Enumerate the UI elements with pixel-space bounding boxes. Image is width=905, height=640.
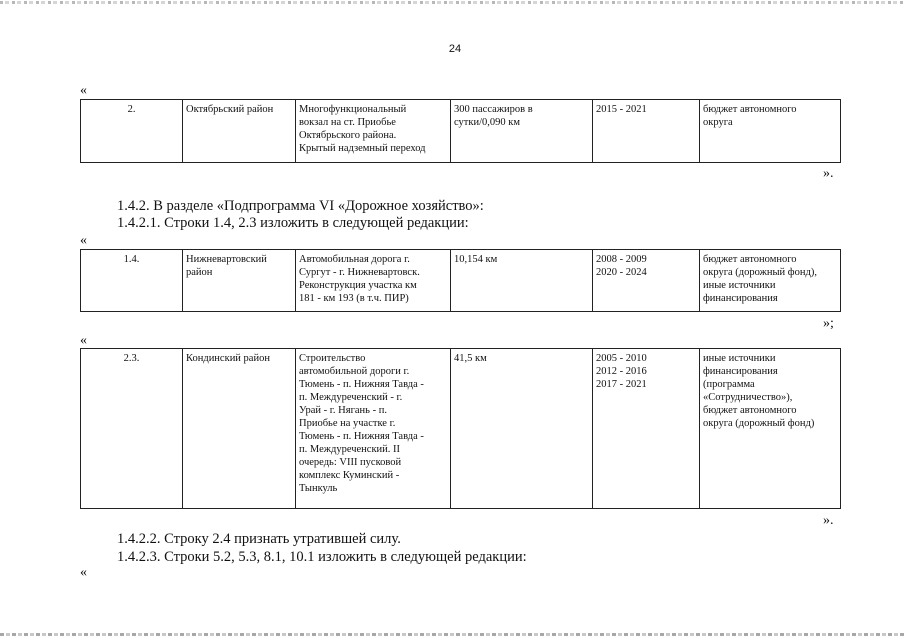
table-1 <box>80 99 841 163</box>
table-3 <box>80 348 841 509</box>
cell-capacity: 41,5 км <box>451 349 593 509</box>
quote-close: ». <box>823 513 834 528</box>
quote-open: « <box>80 83 87 98</box>
cell-funding-source: бюджет автономного округа <box>700 100 841 163</box>
paragraph-1-4-2-2: 1.4.2.2. Строку 2.4 признать утратившей силу. <box>117 531 401 547</box>
quote-close: ». <box>823 166 834 181</box>
table-row <box>81 349 841 509</box>
page-number: 24 <box>448 43 462 55</box>
table-2 <box>80 249 841 312</box>
paragraph-1-4-2-1: 1.4.2.1. Строки 1.4, 2.3 изложить в следующей редакции: <box>117 215 469 231</box>
cell-years: 2008 - 2009 2020 - 2024 <box>593 250 700 312</box>
paragraph-1-4-2: 1.4.2. В разделе «Подпрограмма VI «Дорожное хозяйство»: <box>117 198 484 214</box>
quote-open: « <box>80 233 87 248</box>
cell-number: 2.3. <box>81 349 183 509</box>
paragraph-1-4-2-3: 1.4.2.3. Строки 5.2, 5.3, 8.1, 10.1 изложить в следующей редакции: <box>117 549 527 565</box>
table-row <box>81 250 841 312</box>
quote-close: »; <box>823 316 834 331</box>
cell-years: 2005 - 2010 2012 - 2016 2017 - 2021 <box>593 349 700 509</box>
cell-object: Автомобильная дорога г. Сургут - г. Нижневартовск. Реконструкция участка км 181 - км 193 (в т.ч. ПИР) <box>296 250 451 312</box>
cell-object: Многофункциональный вокзал на ст. Приобье Октябрьского района. Крытый надземный переход <box>296 100 451 163</box>
cell-district: Нижневартовский район <box>183 250 296 312</box>
cell-district: Кондинский район <box>183 349 296 509</box>
cell-number: 1.4. <box>81 250 183 312</box>
cell-capacity: 10,154 км <box>451 250 593 312</box>
cell-district: Октябрьский район <box>183 100 296 163</box>
cell-object: Строительство автомобильной дороги г. Тюмень - п. Нижняя Тавда - п. Междуреченский - г. Урай - г. Нягань - п. Приобье на участке г. Тюмень - п. Нижняя Тавда - п. Междуреченский. II очередь: VIII пусковой комплекс Куминский - Тынкуль <box>296 349 451 509</box>
cell-years: 2015 - 2021 <box>593 100 700 163</box>
cell-capacity: 300 пассажиров в сутки/0,090 км <box>451 100 593 163</box>
table-row <box>81 100 841 163</box>
cell-number: 2. <box>81 100 183 163</box>
scan-edge-top <box>0 1 905 4</box>
scan-edge-bottom <box>0 633 905 636</box>
cell-funding-source: иные источники финансирования (программа «Сотрудничество»), бюджет автономного округа (дорожный фонд) <box>700 349 841 509</box>
quote-open: « <box>80 565 87 580</box>
cell-funding-source: бюджет автономного округа (дорожный фонд), иные источники финансирования <box>700 250 841 312</box>
quote-open: « <box>80 333 87 348</box>
